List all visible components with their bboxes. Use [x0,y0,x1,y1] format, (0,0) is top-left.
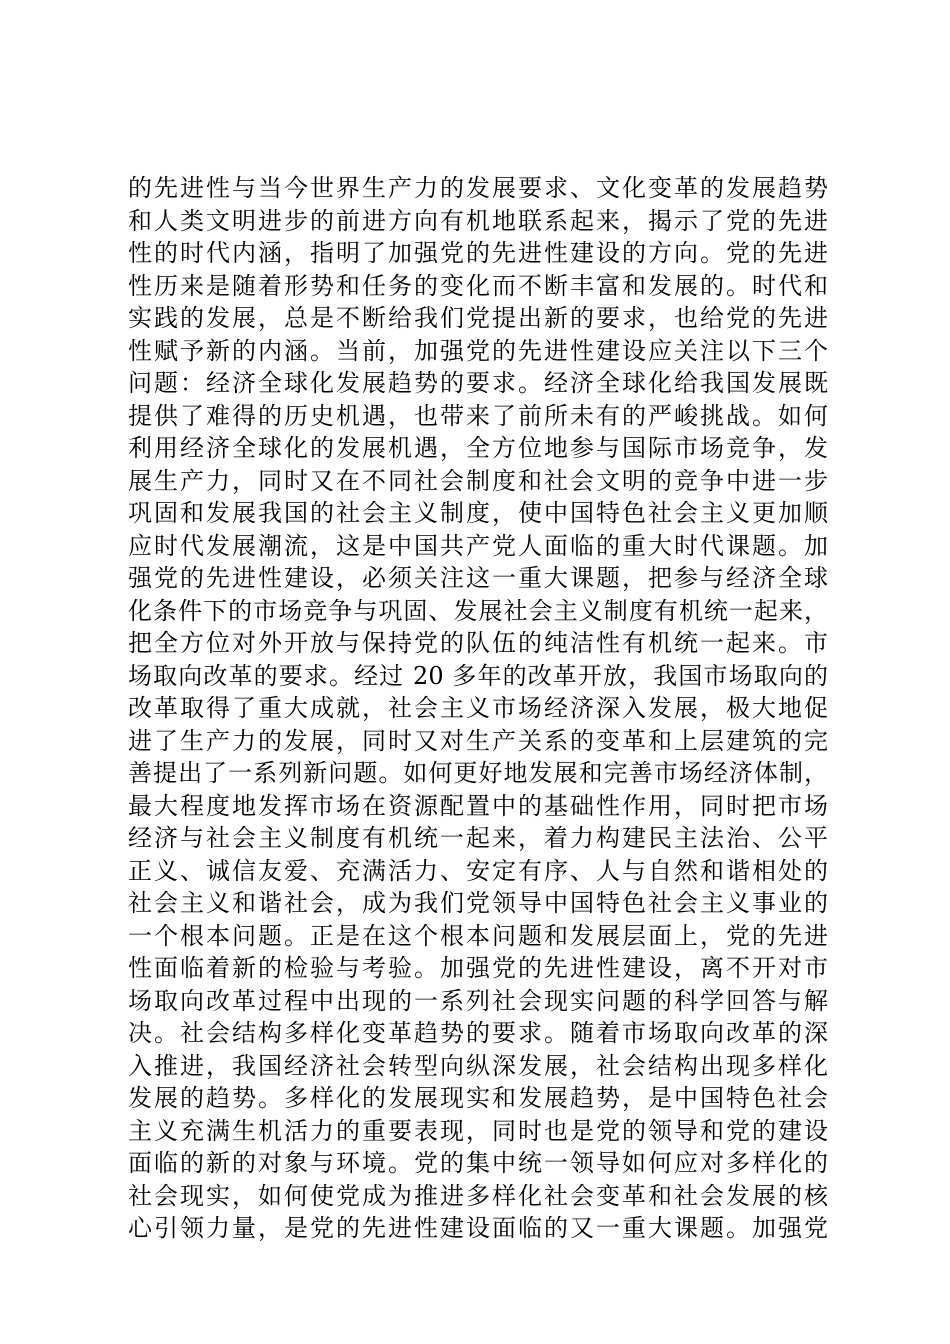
text-line: 性面临着新的检验与考验。加强党的先进性建设，离不开对市 [128,954,828,982]
text-line: 决。社会结构多样化变革趋势的要求。随着市场取向改革的深 [128,1019,828,1047]
text-line: 心引领力量，是党的先进性建设面临的又一重大课题。加强党 [128,1214,828,1242]
text-line: 问题：经济全球化发展趋势的要求。经济全球化给我国发展既 [128,369,828,397]
text-line: 性赋予新的内涵。当前，加强党的先进性建设应关注以下三个 [128,336,828,365]
text-line: 实践的发展，总是不断给我们党提出新的要求，也给党的先进 [128,304,828,332]
text-line: 强党的先进性建设，必须关注这一重大课题，把参与经济全球 [128,564,828,592]
text-line: 把全方位对外开放与保持党的队伍的纯洁性有机统一起来。市 [128,629,828,657]
text-line: 性历来是随着形势和任务的变化而不断丰富和发展的。时代和 [128,271,828,300]
text-line: 发展的趋势。多样化的发展现实和发展趋势，是中国特色社会 [128,1084,828,1112]
text-line: 和人类文明进步的前进方向有机地联系起来，揭示了党的先进 [128,206,828,235]
text-line: 入推进，我国经济社会转型向纵深发展，社会结构出现多样化 [128,1051,828,1080]
text-line: 面临的新的对象与环境。党的集中统一领导如何应对多样化的 [128,1149,828,1177]
text-line: 应时代发展潮流，这是中国共产党人面临的重大时代课题。加 [128,531,828,560]
text-line: 正义、诚信友爱、充满活力、安定有序、人与自然和谐相处的 [128,856,828,885]
text-line: 化条件下的市场竞争与巩固、发展社会主义制度有机统一起来， [128,596,828,625]
text-line: 提供了难得的历史机遇，也带来了前所未有的严峻挑战。如何 [128,401,828,430]
text-line: 最大程度地发挥市场在资源配置中的基础性作用，同时把市场 [128,791,828,820]
text-line: 主义充满生机活力的重要表现，同时也是党的领导和党的建设 [128,1116,828,1145]
text-line: 性的时代内涵，指明了加强党的先进性建设的方向。党的先进 [128,239,828,267]
text-line: 展生产力，同时又在不同社会制度和社会文明的竞争中进一步 [128,466,828,495]
text-line: 社会现实，如何使党成为推进多样化社会变革和社会发展的核 [128,1181,828,1210]
text-line: 场取向改革的要求。经过 20 多年的改革开放，我国市场取向的 [128,661,828,690]
text-line: 的先进性与当今世界生产力的发展要求、文化变革的发展趋势 [128,174,828,202]
text-line: 利用经济全球化的发展机遇，全方位地参与国际市场竞争，发 [128,434,828,462]
text-line: 改革取得了重大成就，社会主义市场经济深入发展，极大地促 [128,694,828,722]
body-paragraph [128,172,828,1245]
text-line: 场取向改革过程中出现的一系列社会现实问题的科学回答与解 [128,986,828,1015]
text-line: 经济与社会主义制度有机统一起来，着力构建民主法治、公平 [128,824,828,852]
text-line: 巩固和发展我国的社会主义制度，使中国特色社会主义更加顺 [128,499,828,527]
text-line: 一个根本问题。正是在这个根本问题和发展层面上，党的先进 [128,921,828,950]
text-line: 社会主义和谐社会，成为我们党领导中国特色社会主义事业的 [128,889,828,917]
text-line: 进了生产力的发展，同时又对生产关系的变革和上层建筑的完 [128,726,828,755]
text-line: 善提出了一系列新问题。如何更好地发展和完善市场经济体制， [128,759,828,787]
